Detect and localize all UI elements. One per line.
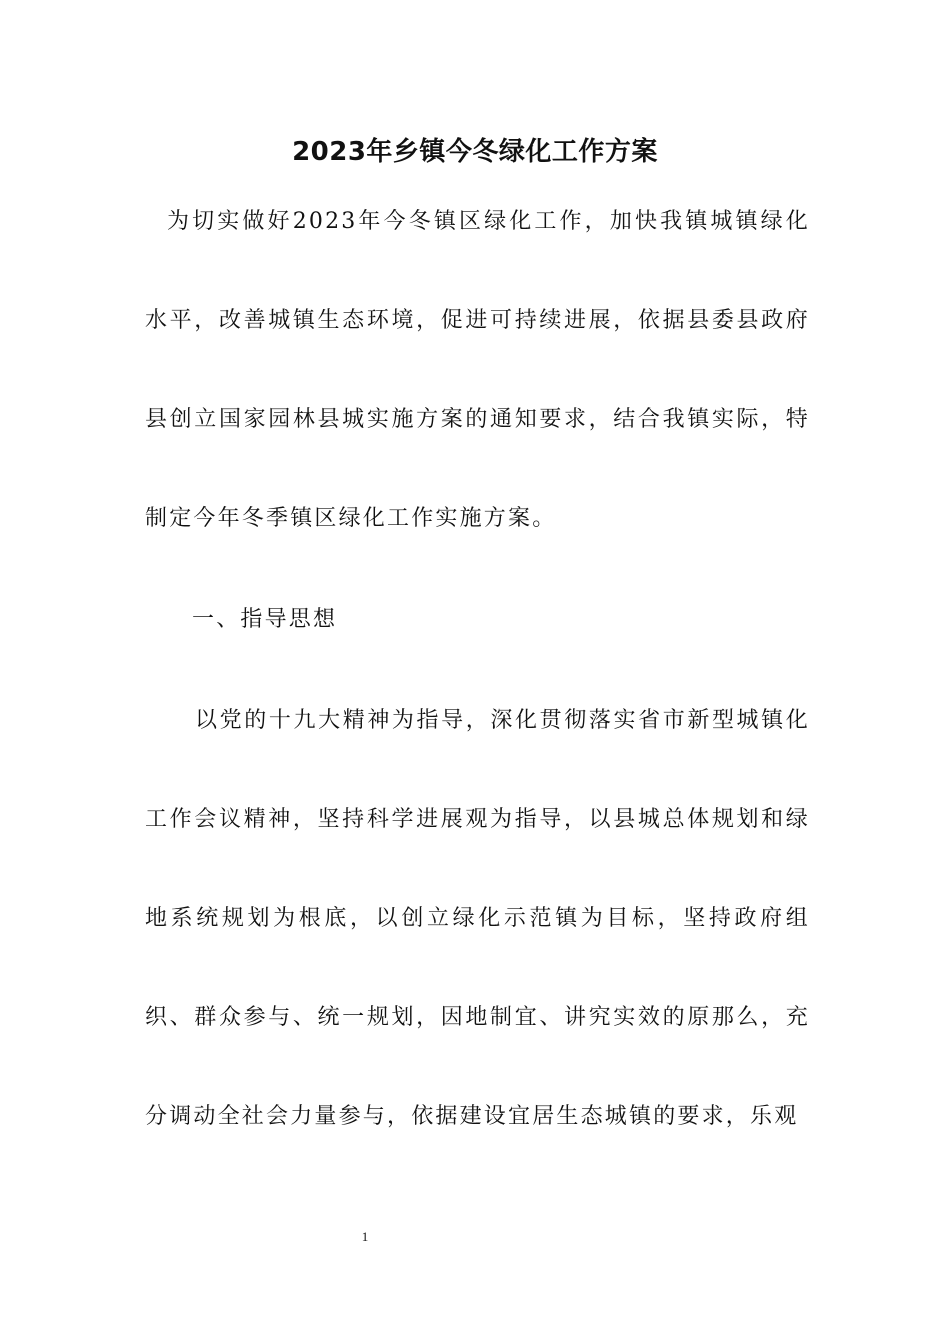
section-heading: 一、指导思想 [192, 607, 338, 632]
page-number: 1 [361, 1229, 369, 1244]
guiding-paragraph: 以党的十九大精神为指导，深化贯彻落实省市新型城镇化工作会议精神，坚持科学进展观为指导，以县城总体规划和绿地系统规划为根底，以创立绿化示范镇为目标，坚持政府组织、群众参与、统一规划，因地制宜、讲究实效的原那么，充分调动全社会力量参与，依据建设宜居生态城镇的要求，乐观 [145, 708, 810, 1129]
intro-paragraph: 为切实做好2023年今冬镇区绿化工作，加快我镇城镇绿化水平，改善城镇生态环境，促进可持续进展，依据县委县政府县创立国家园林县城实施方案的通知要求，结合我镇实际，特制定今年冬季镇区绿化工作实施方案。 [145, 209, 810, 531]
document-title: 2023年乡镇今冬绿化工作方案 [292, 137, 658, 167]
